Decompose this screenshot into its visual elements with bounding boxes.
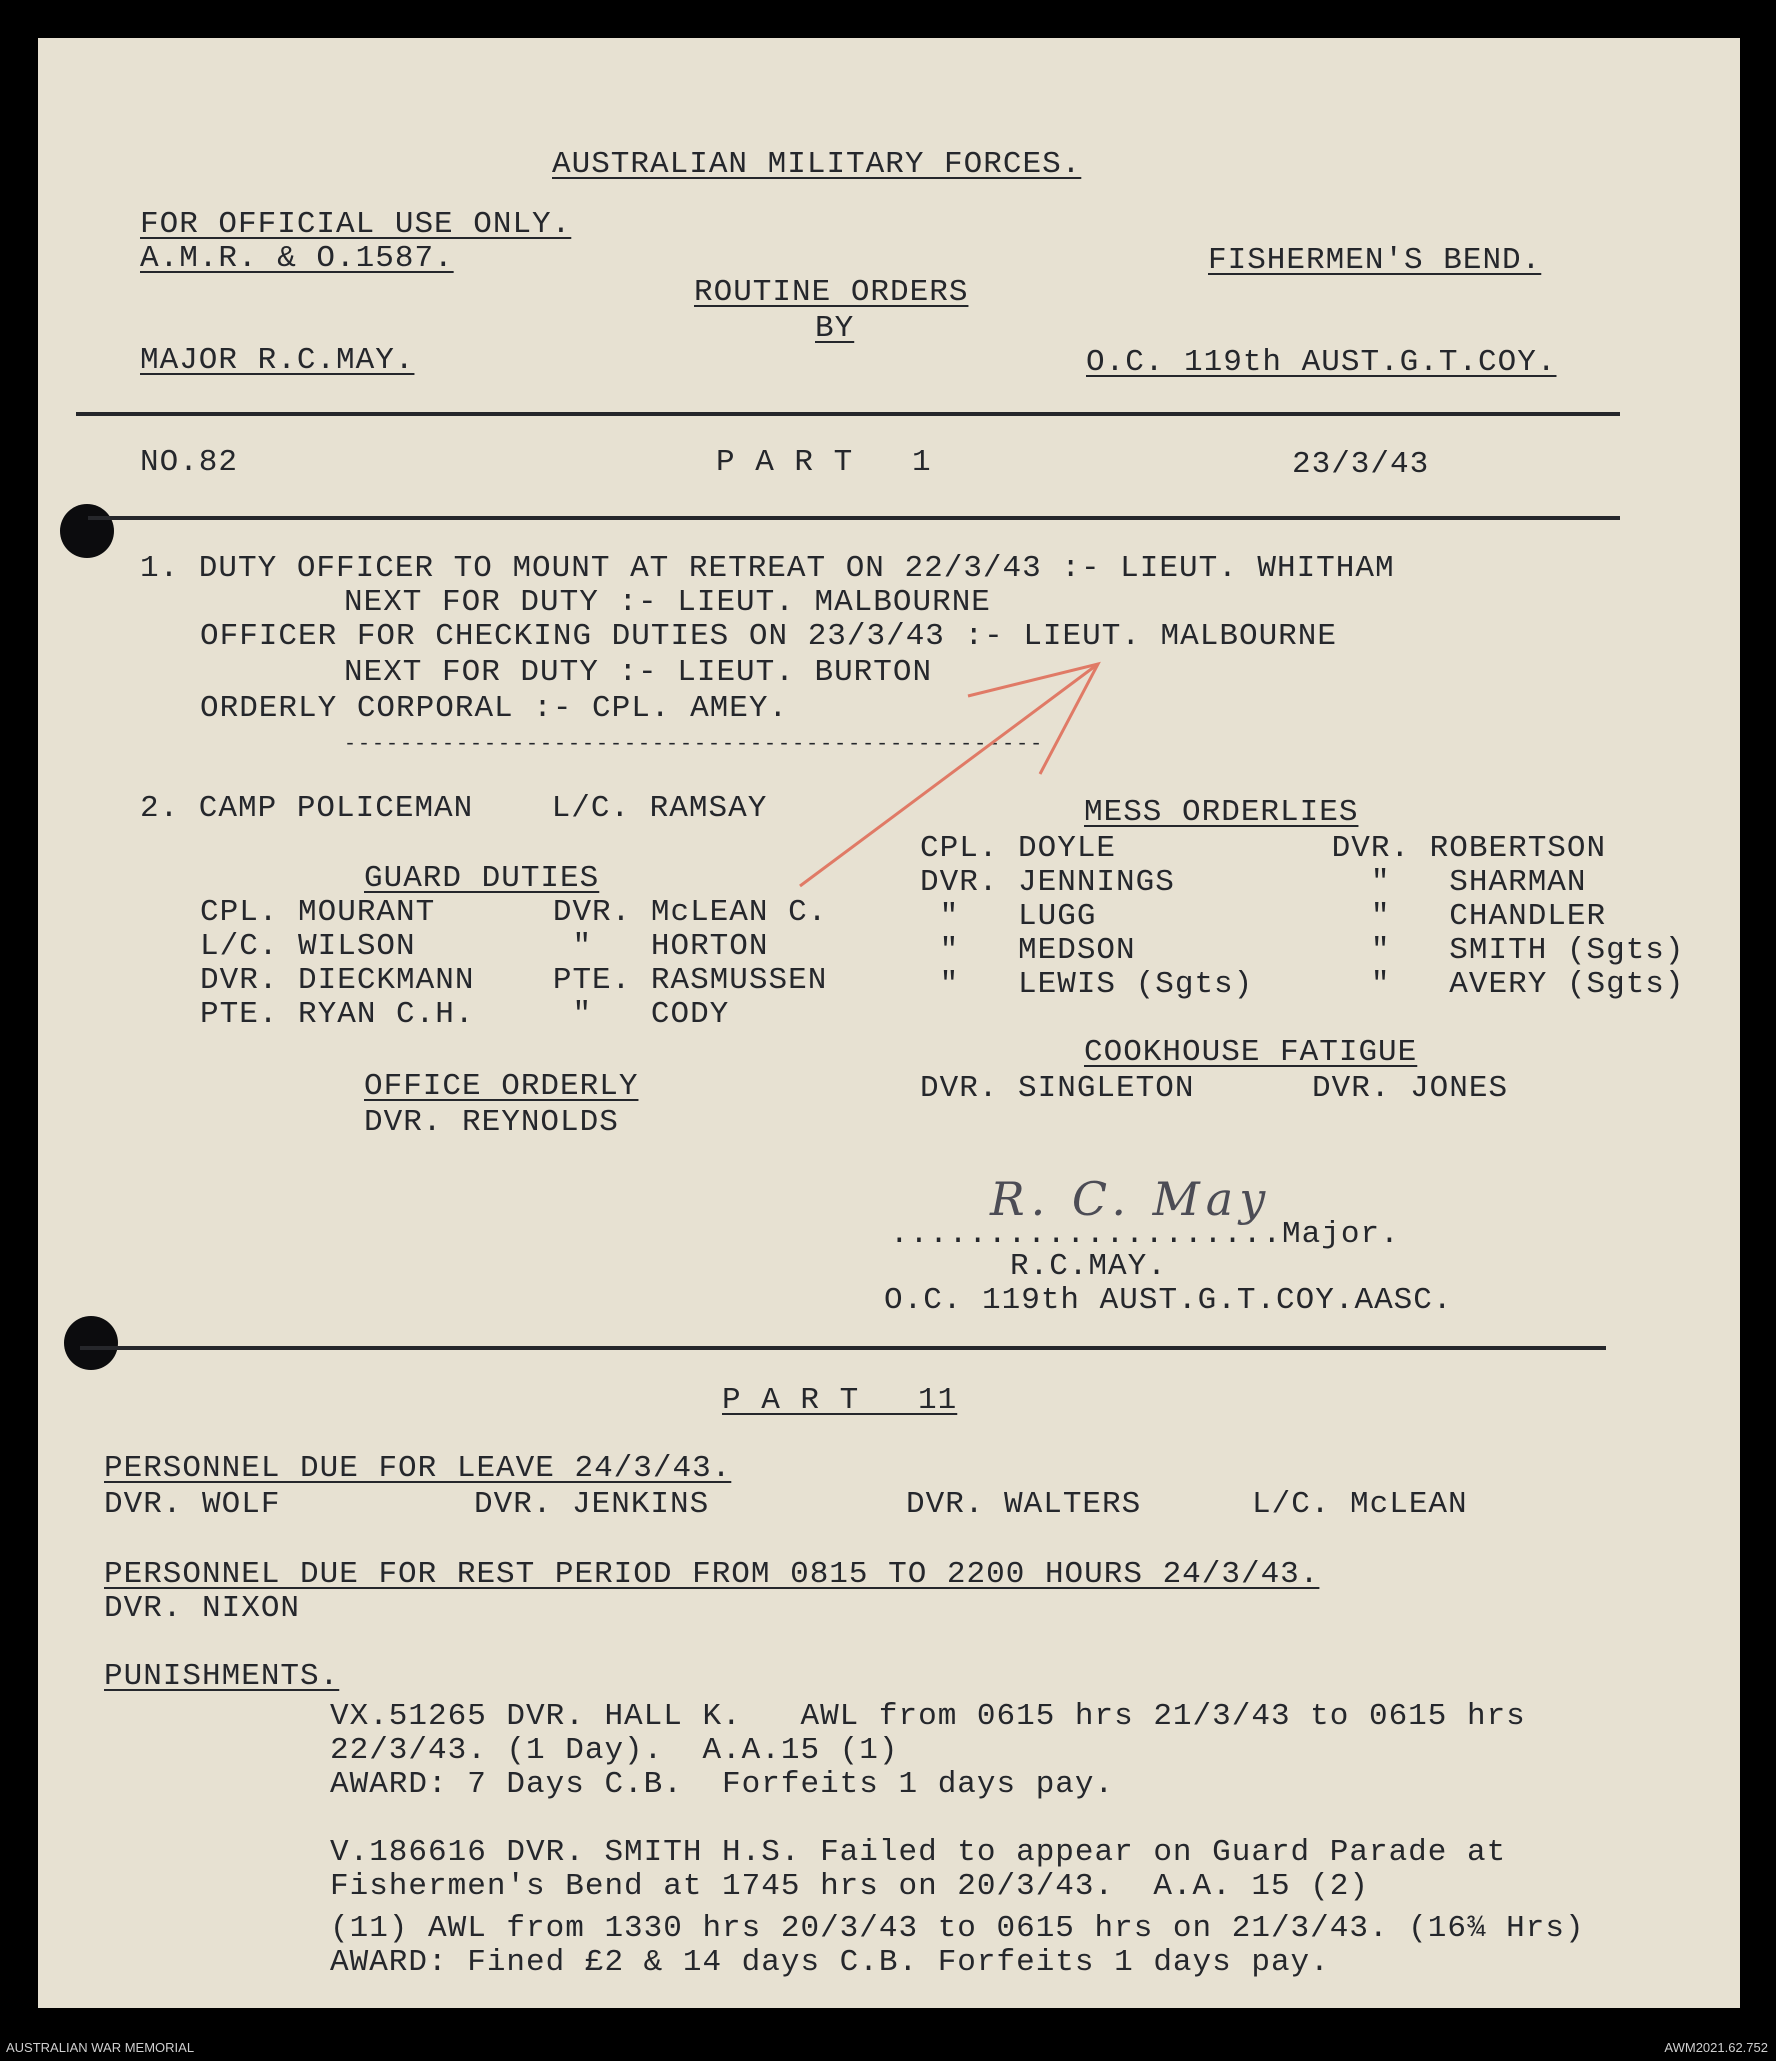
rest-period-heading: PERSONNEL DUE FOR REST PERIOD FROM 0815 TO 2200 HOURS 24/3/43. bbox=[104, 1557, 1320, 1592]
office-orderly-heading: OFFICE ORDERLY bbox=[364, 1069, 639, 1104]
next-duty-line-2: NEXT FOR DUTY :- LIEUT. BURTON bbox=[344, 655, 933, 690]
by-label: BY bbox=[815, 311, 855, 346]
punishment-line: VX.51265 DVR. HALL K. AWL from 0615 hrs 21/3/43 to 0615 hrs bbox=[330, 1699, 1526, 1734]
routine-orders-heading: ROUTINE ORDERS bbox=[694, 275, 969, 310]
punishment-line: AWARD: Fined £2 & 14 days C.B. Forfeits 1 days pay. bbox=[330, 1945, 1330, 1980]
leave-name: L/C. McLEAN bbox=[1252, 1487, 1468, 1522]
doc-title: AUSTRALIAN MILITARY FORCES. bbox=[552, 147, 1082, 182]
punishments-heading: PUNISHMENTS. bbox=[104, 1659, 340, 1694]
dashed-separator: -------------------------------------------------- bbox=[344, 733, 1045, 756]
part-two-heading: P A R T 11 bbox=[722, 1383, 958, 1418]
guard-duties-heading: GUARD DUTIES bbox=[364, 861, 600, 896]
location-label: FISHERMEN'S BEND. bbox=[1208, 243, 1542, 278]
punishment-line: Fishermen's Bend at 1745 hrs on 20/3/43. A.A. 15 (2) bbox=[330, 1869, 1369, 1904]
mess-row: DVR. JENNINGS " SHARMAN bbox=[920, 865, 1587, 900]
signatory-name: R.C.MAY. bbox=[1010, 1249, 1167, 1284]
arrow-head bbox=[968, 664, 1098, 774]
unit-label: O.C. 119th AUST.G.T.COY. bbox=[1086, 345, 1557, 380]
checking-duties-line: OFFICER FOR CHECKING DUTIES ON 23/3/43 :- LIEUT. MALBOURNE bbox=[200, 619, 1337, 654]
rest-period-name: DVR. NIXON bbox=[104, 1591, 301, 1626]
punishment-line: (11) AWL from 1330 hrs 20/3/43 to 0615 hrs on 21/3/43. (16¾ Hrs) bbox=[330, 1911, 1585, 1946]
guard-row: L/C. WILSON " HORTON bbox=[200, 929, 769, 964]
signatory-title: O.C. 119th AUST.G.T.COY.AASC. bbox=[884, 1283, 1453, 1318]
footer-archive-label: AUSTRALIAN WAR MEMORIAL bbox=[6, 2040, 195, 2055]
leave-name: DVR. WOLF bbox=[104, 1487, 281, 1522]
issuing-officer: MAJOR R.C.MAY. bbox=[140, 343, 415, 378]
duty-officer-line: 1. DUTY OFFICER TO MOUNT AT RETREAT ON 22/3/43 :- LIEUT. WHITHAM bbox=[140, 551, 1395, 586]
guard-row: DVR. DIECKMANN PTE. RASMUSSEN bbox=[200, 963, 828, 998]
leave-name: DVR. JENKINS bbox=[474, 1487, 710, 1522]
leave-name: DVR. WALTERS bbox=[906, 1487, 1142, 1522]
handwritten-signature: R. C. May bbox=[990, 1172, 1272, 1226]
mess-orderlies-heading: MESS ORDERLIES bbox=[1084, 795, 1359, 830]
order-number: NO.82 bbox=[140, 445, 239, 480]
amr-reference: A.M.R. & O.1587. bbox=[140, 241, 454, 276]
signature-dots-line: ....................Major. bbox=[890, 1217, 1400, 1252]
mess-row: CPL. DOYLE DVR. ROBERTSON bbox=[920, 831, 1607, 866]
orderly-corporal-line: ORDERLY CORPORAL :- CPL. AMEY. bbox=[200, 691, 789, 726]
punch-hole-bottom bbox=[64, 1316, 118, 1370]
order-date: 23/3/43 bbox=[1292, 447, 1430, 482]
official-use-label: FOR OFFICIAL USE ONLY. bbox=[140, 207, 572, 242]
punishment-line: AWARD: 7 Days C.B. Forfeits 1 days pay. bbox=[330, 1767, 1115, 1802]
cookhouse-row: DVR. SINGLETON DVR. JONES bbox=[920, 1071, 1509, 1106]
arrow-shaft bbox=[800, 664, 1098, 886]
footer-item-number: AWM2021.62.752 bbox=[1664, 2040, 1768, 2055]
mess-row: " MEDSON " SMITH (Sgts) bbox=[920, 933, 1685, 968]
leave-heading: PERSONNEL DUE FOR LEAVE 24/3/43. bbox=[104, 1451, 732, 1486]
office-orderly-name: DVR. REYNOLDS bbox=[364, 1105, 619, 1140]
mess-row: " LUGG " CHANDLER bbox=[920, 899, 1607, 934]
punishment-line: 22/3/43. (1 Day). A.A.15 (1) bbox=[330, 1733, 899, 1768]
guard-row: PTE. RYAN C.H. " CODY bbox=[200, 997, 730, 1032]
camp-policeman-line: 2. CAMP POLICEMAN L/C. RAMSAY bbox=[140, 791, 768, 826]
part-one-label: P A R T 1 bbox=[716, 445, 932, 480]
mess-row: " LEWIS (Sgts) " AVERY (Sgts) bbox=[920, 967, 1685, 1002]
punishment-line: V.186616 DVR. SMITH H.S. Failed to appear on Guard Parade at bbox=[330, 1835, 1507, 1870]
guard-row: CPL. MOURANT DVR. McLEAN C. bbox=[200, 895, 828, 930]
next-duty-line: NEXT FOR DUTY :- LIEUT. MALBOURNE bbox=[344, 585, 991, 620]
cookhouse-fatigue-heading: COOKHOUSE FATIGUE bbox=[1084, 1035, 1418, 1070]
part-two-rule bbox=[80, 1346, 1606, 1350]
